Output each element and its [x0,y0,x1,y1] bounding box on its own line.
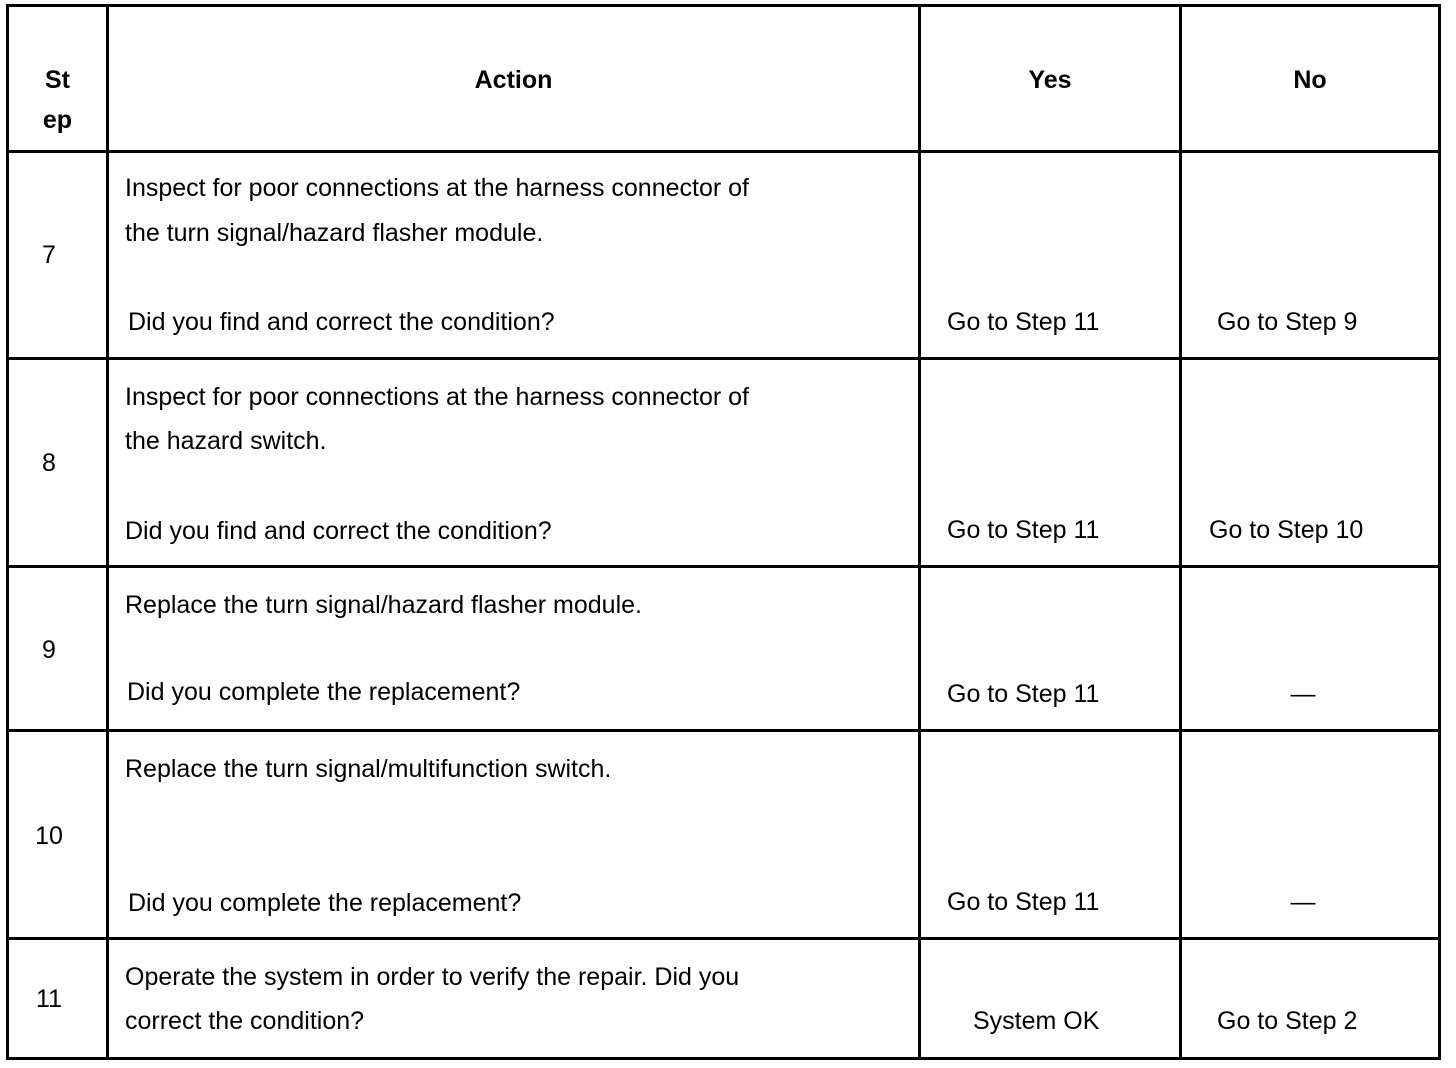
action-text: Inspect for poor connections at the harness connector of [125,383,749,411]
table-border-top [6,4,1441,7]
action-text: Replace the turn signal/multifunction switch. [125,755,612,783]
column-divider [106,4,109,1060]
header-step-wrap: ep [42,106,73,134]
yes-result: Go to Step 11 [947,516,1100,544]
step-number: 9 [42,636,56,664]
yes-result: Go to Step 11 [947,308,1100,336]
header-no: No [1293,66,1327,94]
header-action: Action [474,66,553,94]
table-border-left [6,4,9,1060]
no-result: Go to Step 2 [1217,1007,1358,1035]
action-text: the turn signal/hazard flasher module. [125,219,544,247]
header-step: St [45,66,70,94]
yes-result: System OK [973,1007,1100,1035]
header-divider [6,150,1441,153]
yes-result: Go to Step 11 [947,888,1100,916]
header-yes: Yes [1028,66,1072,94]
action-text: the hazard switch. [125,427,327,455]
action-text: correct the condition? [125,1007,365,1035]
action-text: Operate the system in order to verify the repair. Did you [125,963,740,991]
no-result: Go to Step 9 [1217,308,1358,336]
step-number: 7 [42,241,56,269]
row-divider [6,357,1441,360]
column-divider [918,4,921,1060]
step-number: 10 [35,822,63,850]
action-question: Did you complete the replacement? [128,889,522,917]
action-text: Inspect for poor connections at the harness connector of [125,174,749,202]
action-question: Did you find and correct the condition? [128,308,555,336]
action-question: Did you complete the replacement? [127,678,521,706]
row-divider [6,565,1441,568]
step-number: 11 [36,985,62,1013]
no-result: — [1290,680,1316,708]
step-number: 8 [42,449,56,477]
table-border-right [1438,4,1441,1060]
yes-result: Go to Step 11 [947,680,1100,708]
table-border-bottom [6,1057,1441,1060]
action-question: Did you find and correct the condition? [125,517,552,545]
action-text: Replace the turn signal/hazard flasher module. [125,591,642,619]
row-divider [6,937,1441,940]
no-result: Go to Step 10 [1209,516,1364,544]
no-result: — [1290,888,1316,916]
row-divider [6,729,1441,732]
